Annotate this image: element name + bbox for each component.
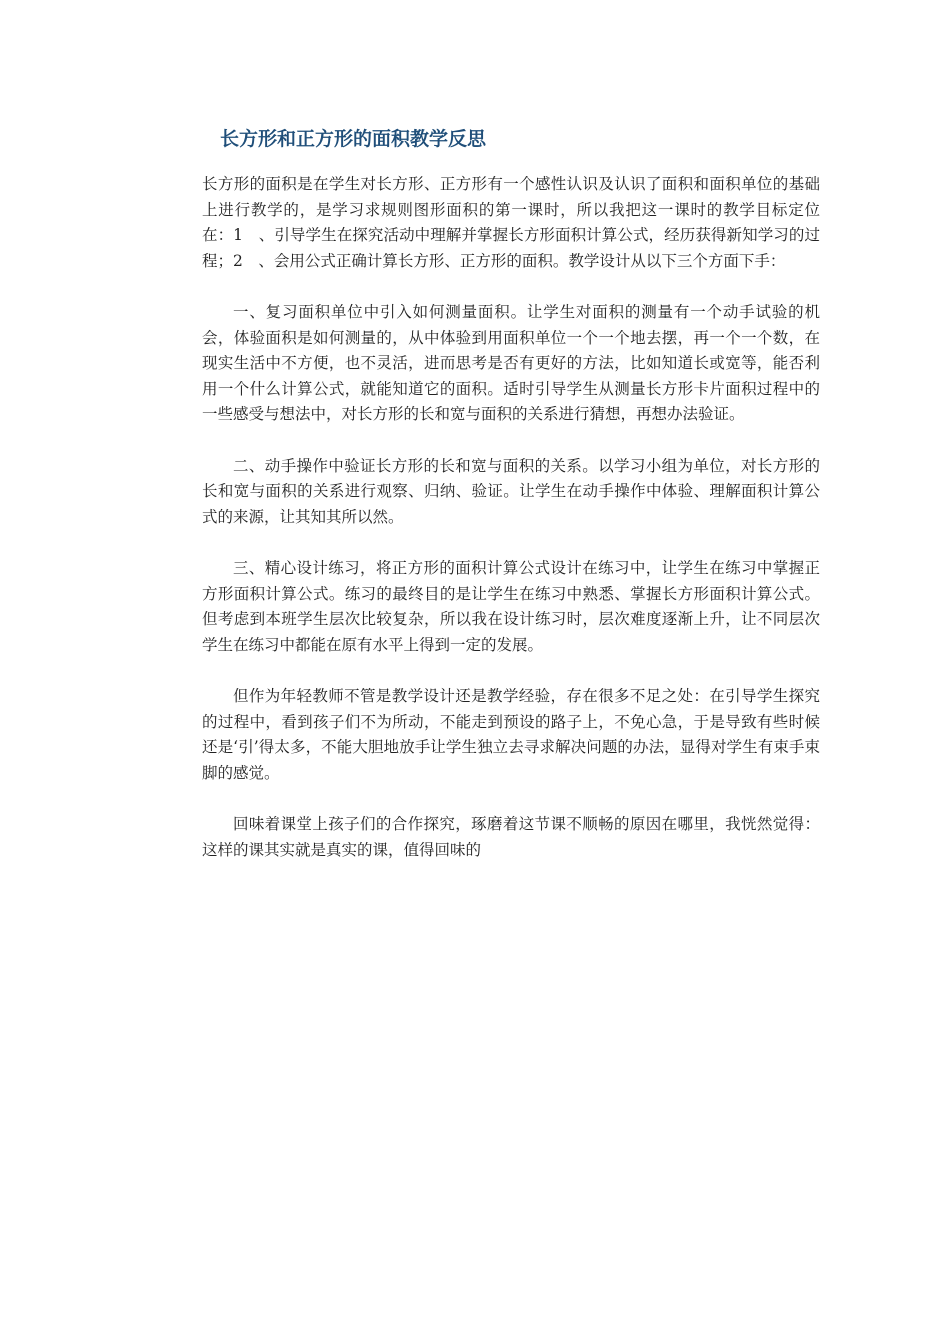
paragraph-point-two: 二、动手操作中验证长方形的长和宽与面积的关系。以学习小组为单位，对长方形的长和宽与面积的关系进行观察、归纳、验证。让学生在动手操作中体验、理解面积计算公式的来源，让其知其所以然。 (202, 456, 820, 526)
paragraph-conclusion: 回味着课堂上孩子们的合作探究，琢磨着这节课不顺畅的原因在哪里，我恍然觉得：这样的课其实就是真实的课，值得回味的 (202, 815, 820, 859)
document-title: 长方形和正方形的面积教学反思 (220, 128, 487, 150)
paragraph-shortcomings: 但作为年轻教师不管是教学设计还是教学经验，存在很多不足之处：在引导学生探究的过程中，看到孩子们不为所动，不能走到预设的路子上，不免心急，于是导致有些时候还是‘引’得太多，不能大胆地放手让学生独立去寻求解决问题的办法，显得对学生有束手束脚的感觉。 (202, 687, 820, 782)
document-body (202, 172, 820, 889)
paragraph-intro: 长方形的面积是在学生对长方形、正方形有一个感性认识及认识了面积和面积单位的基础上进行教学的，是学习求规则图形面积的第一课时，所以我把这一课时的教学目标定位在：1 、引导学生在探究活动中理解并掌握长方形面积计算公式，经历获得新知学习的过程；2 、会用公式正确计算长方形、正方形的面积。教学设计从以下三个方面下手： (202, 175, 820, 270)
paragraph-point-three: 三、精心设计练习，将正方形的面积计算公式设计在练习中，让学生在练习中掌握正方形面积计算公式。练习的最终目的是让学生在练习中熟悉、掌握长方形面积计算公式。但考虑到本班学生层次比较复杂，所以我在设计练习时，层次难度逐渐上升，让不同层次学生在练习中都能在原有水平上得到一定的发展。 (202, 559, 820, 654)
paragraph-point-one: 一、复习面积单位中引入如何测量面积。让学生对面积的测量有一个动手试验的机会，体验面积是如何测量的，从中体验到用面积单位一个一个地去摆，再一个一个数，在现实生活中不方便，也不灵活，进而思考是否有更好的方法，比如知道长或宽等，能否利用一个什么计算公式，就能知道它的面积。适时引导学生从测量长方形卡片面积过程中的一些感受与想法中，对长方形的长和宽与面积的关系进行猜想，再想办法验证。 (202, 303, 820, 423)
